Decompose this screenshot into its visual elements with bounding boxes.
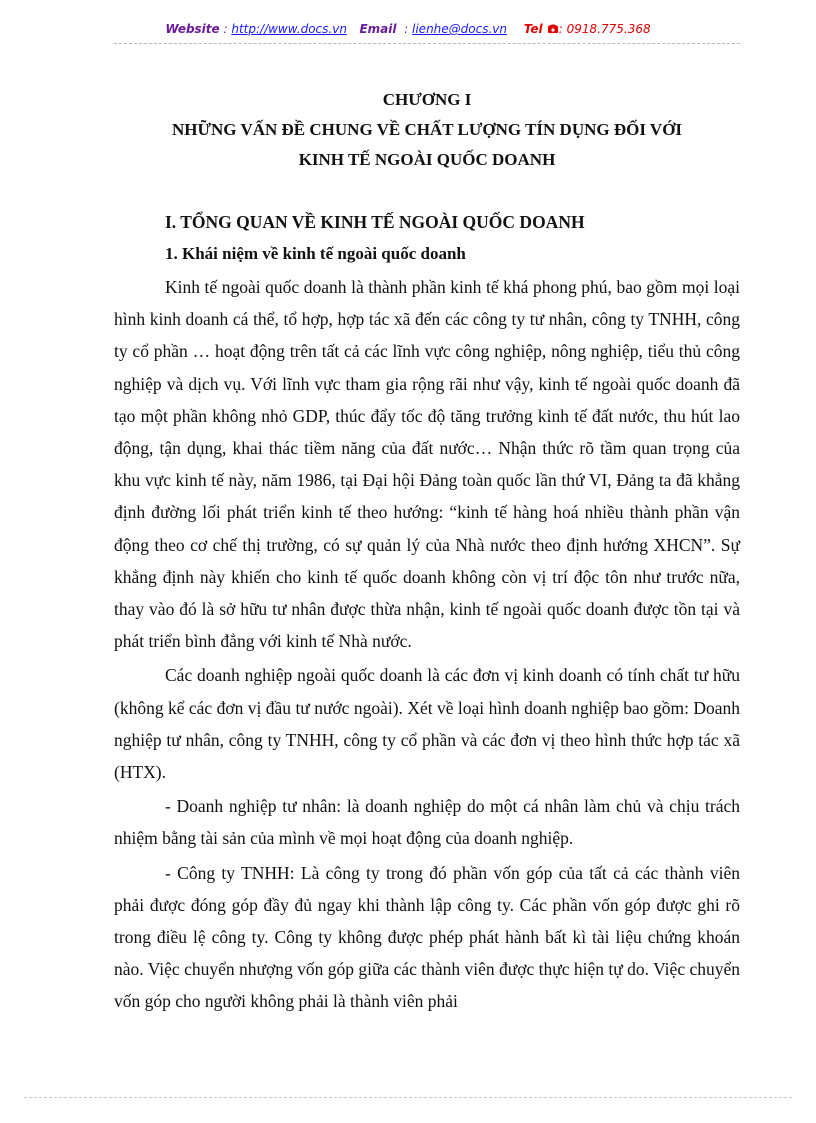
footer-divider xyxy=(24,1097,792,1098)
phone-icon xyxy=(547,22,559,36)
paragraph: - Công ty TNHH: Là công ty trong đó phần vốn góp của tất cả các thành viên phải được đóng góp đầy đủ ngay khi thành lập công ty. Các phần vốn góp được ghi rõ trong điều lệ công ty. Công ty không được phép phát hành bất kì tài liệu chứng khoán nào. Việc chuyển nhượng vốn góp giữa các thành viên được thực hiện tự do. Việc chuyển vốn góp cho người không phải là thành viên phải xyxy=(114,862,740,1012)
website-label: Website xyxy=(165,22,220,36)
email-label: Email xyxy=(359,22,397,36)
chapter-title-line-2: KINH TẾ NGOÀI QUỐC DOANH xyxy=(298,150,556,169)
section-heading: I. TỔNG QUAN VỀ KINH TẾ NGOÀI QUỐC DOANH xyxy=(165,212,585,232)
subsection-heading: 1. Khái niệm về kinh tế ngoài quốc doanh xyxy=(165,244,466,263)
phone-number: : 0918.775.368 xyxy=(558,22,651,36)
paragraph: - Doanh nghiệp tư nhân: là doanh nghiệp do một cá nhân làm chủ và chịu trách nhiệm bằng tài sản của mình về mọi hoạt động của doanh nghiệp. xyxy=(114,796,740,849)
email-link[interactable]: lienhe@docs.vn xyxy=(412,22,507,36)
header-separator: : xyxy=(396,22,413,36)
header-separator: : xyxy=(219,22,232,36)
header-divider xyxy=(114,43,740,44)
tel-label: Tel xyxy=(523,22,543,36)
chapter-number: CHƯƠNG I xyxy=(382,90,472,109)
paragraph: Kinh tế ngoài quốc doanh là thành phần kinh tế khá phong phú, bao gồm mọi loại hình kinh doanh cá thể, tổ hợp, hợp tác xã đến các công ty tư nhân, công ty TNHH, công ty cổ phần … hoạt động trên tất cả các lĩnh vực công nghiệp, nông nghiệp, tiểu thủ công nghiệp và dịch vụ. Với lĩnh vực tham gia rộng rãi như vậy, kinh tế ngoài quốc doanh đã tạo một phần không nhỏ GDP, thúc đẩy tốc độ tăng trưởng kinh tế đất nước, thu hút lao động, tận dụng, khai thác tiềm năng của đất nước… Nhận thức rõ tầm quan trọng của khu vực kinh tế này, năm 1986, tại Đại hội Đảng toàn quốc lần thứ VI, Đảng ta đã khẳng định đường lối phát triển kinh tế theo hướng: “kinh tế hàng hoá nhiều thành phần vận động theo cơ chế thị trường, có sự quản lý của Nhà nước theo định hướng XHCN”. Sự khẳng định này khiến cho kinh tế quốc doanh không còn vị trí độc tôn như trước nữa, thay vào đó là sở hữu tư nhân được thừa nhận, kinh tế ngoài quốc doanh được tồn tại và phát triển bình đẳng với kinh tế Nhà nước. xyxy=(114,277,740,652)
document-body xyxy=(114,85,740,1018)
website-link[interactable]: http://www.docs.vn xyxy=(231,22,347,36)
page-header xyxy=(0,22,816,36)
chapter-title-line-1: NHỮNG VẤN ĐỀ CHUNG VỀ CHẤT LƯỢNG TÍN DỤNG ĐỐI VỚI xyxy=(171,120,683,139)
paragraph: Các doanh nghiệp ngoài quốc doanh là các đơn vị kinh doanh có tính chất tư hữu (không kể các đơn vị đầu tư nước ngoài). Xét về loại hình doanh nghiệp bao gồm: Doanh nghiệp tư nhân, công ty TNHH, công ty cổ phần và các đơn vị theo hình thức hợp tác xã (HTX). xyxy=(114,665,740,783)
